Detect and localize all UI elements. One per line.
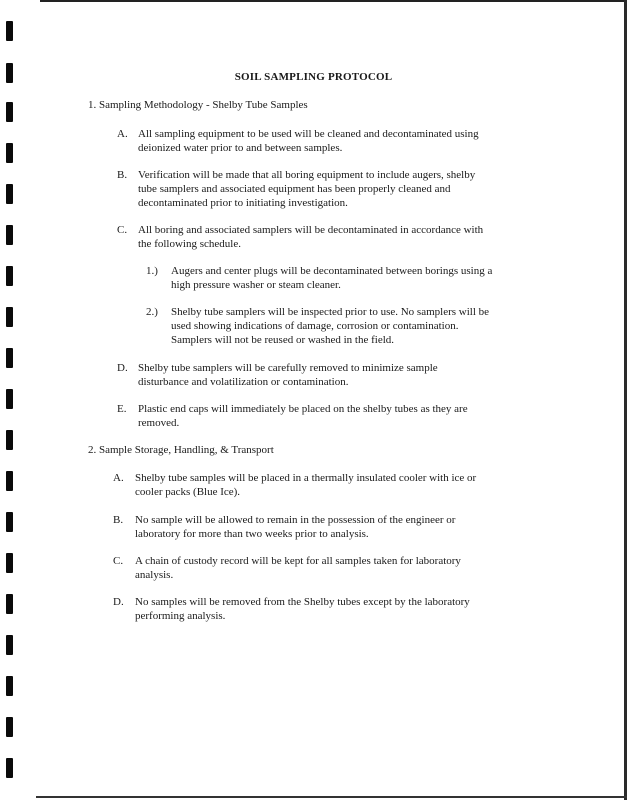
item-text-line: deionized water prior to and between samples. xyxy=(138,142,343,154)
item-text-line: All boring and associated samplers will be decontaminated in accordance with xyxy=(138,224,484,236)
item-label: B. xyxy=(117,169,128,181)
item-text-line: performing analysis. xyxy=(135,610,226,622)
subitem-text-line: used showing indications of damage, corrosion or contamination. xyxy=(171,320,459,332)
subitem-text-line: Augers and center plugs will be decontaminated between borings using a xyxy=(171,265,493,277)
punch-hole-mark xyxy=(6,553,13,573)
item-text-line: Shelby tube samplers will be carefully removed to minimize sample xyxy=(138,362,438,374)
item-label: D. xyxy=(117,362,128,374)
punch-hole-mark xyxy=(6,307,13,327)
item-text-line: laboratory for more than two weeks prior to analysis. xyxy=(135,528,369,540)
item-text-line: All sampling equipment to be used will be cleaned and decontaminated using xyxy=(138,128,479,140)
punch-hole-mark xyxy=(6,21,13,41)
item-label: C. xyxy=(117,224,128,236)
punch-hole-mark xyxy=(6,758,13,778)
item-text-line: A chain of custody record will be kept for all samples taken for laboratory xyxy=(135,555,461,567)
punch-hole-mark xyxy=(6,102,13,122)
page-top-edge xyxy=(40,0,627,2)
subitem-label: 1.) xyxy=(146,265,158,277)
item-text-line: No sample will be allowed to remain in the possession of the engineer or xyxy=(135,514,456,526)
item-text-line: Verification will be made that all boring equipment to include augers, shelby xyxy=(138,169,476,181)
item-text-line: the following schedule. xyxy=(138,238,241,250)
punch-hole-mark xyxy=(6,348,13,368)
punch-hole-mark xyxy=(6,184,13,204)
document-title: SOIL SAMPLING PROTOCOL xyxy=(234,71,393,83)
punch-hole-mark xyxy=(6,512,13,532)
punch-hole-mark xyxy=(6,471,13,491)
punch-hole-mark xyxy=(6,143,13,163)
subitem-text-line: Samplers will not be reused or washed in the field. xyxy=(171,334,395,346)
punch-hole-mark xyxy=(6,676,13,696)
item-label: E. xyxy=(117,403,127,415)
punch-hole-mark xyxy=(6,430,13,450)
punch-hole-mark xyxy=(6,225,13,245)
item-text-line: removed. xyxy=(138,417,180,429)
item-text-line: disturbance and volatilization or contamination. xyxy=(138,376,349,388)
punch-hole-mark xyxy=(6,717,13,737)
item-text-line: tube samplers and associated equipment has been properly cleaned and xyxy=(138,183,451,195)
item-label: A. xyxy=(113,472,124,484)
item-text-line: analysis. xyxy=(135,569,174,581)
section-1-heading: 1. Sampling Methodology - Shelby Tube Samples xyxy=(88,99,308,111)
item-label: D. xyxy=(113,596,124,608)
item-label: C. xyxy=(113,555,124,567)
item-text-line: decontaminated prior to initiating investigation. xyxy=(138,197,348,209)
item-label: B. xyxy=(113,514,124,526)
page-bottom-edge xyxy=(36,796,627,798)
item-label: A. xyxy=(117,128,128,140)
subitem-text-line: Shelby tube samplers will be inspected prior to use. No samplers will be xyxy=(171,306,490,318)
section-2-heading: 2. Sample Storage, Handling, & Transport xyxy=(88,444,274,456)
subitem-label: 2.) xyxy=(146,306,158,318)
item-text-line: Plastic end caps will immediately be placed on the shelby tubes as they are xyxy=(138,403,468,415)
item-text-line: No samples will be removed from the Shelby tubes except by the laboratory xyxy=(135,596,470,608)
item-text-line: cooler packs (Blue Ice). xyxy=(135,486,241,498)
subitem-text-line: high pressure washer or steam cleaner. xyxy=(171,279,341,291)
punch-hole-mark xyxy=(6,635,13,655)
punch-hole-mark xyxy=(6,389,13,409)
item-text-line: Shelby tube samples will be placed in a thermally insulated cooler with ice or xyxy=(135,472,477,484)
punch-hole-mark xyxy=(6,594,13,614)
punch-hole-mark xyxy=(6,266,13,286)
